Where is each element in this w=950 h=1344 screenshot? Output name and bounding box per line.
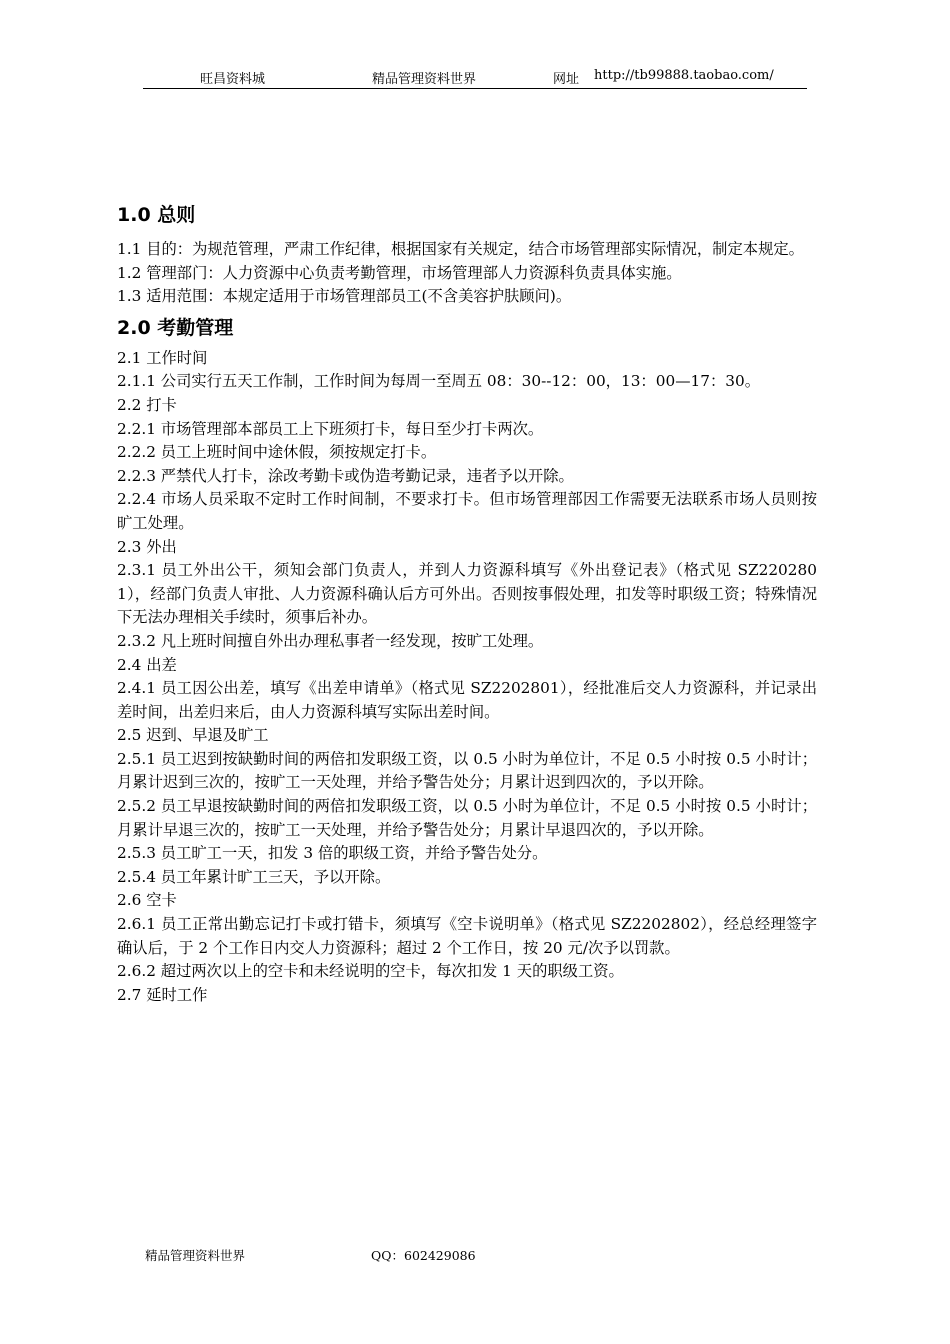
paragraph: 2.5 迟到、早退及旷工: [117, 726, 269, 745]
paragraph: 2.7 延时工作: [117, 985, 208, 1004]
footer-title: 精品管理资料世界: [145, 1248, 246, 1263]
paragraph: 2.4.1 员工因公出差，填写《出差申请单》（格式见 SZ2202801），经批准后交人力资源科，并记录出差时间，出差归来后，由人力资源科填写实际出差时间。: [117, 679, 817, 721]
paragraph: 2.3.2 凡上班时间擅自外出办理私事者一经发现，按旷工处理。: [117, 631, 544, 650]
header-url-label: 网址: [553, 72, 580, 87]
paragraph: 2.5.2 员工早退按缺勤时间的两倍扣发职级工资，以 0.5 小时为单位计，不足 0.5 小时按 0.5 小时计；月累计早退三次的，按旷工一天处理，并给予警告处分；月累计早退四次的，予以开除。: [117, 797, 817, 839]
paragraph: 2.2.2 员工上班时间中途休假，须按规定打卡。: [117, 443, 437, 462]
paragraph: 2.5.1 员工迟到按缺勤时间的两倍扣发职级工资，以 0.5 小时为单位计，不足 0.5 小时按 0.5 小时计；月累计迟到三次的，按旷工一天处理，并给予警告处分；月累计迟到四次的，予以开除。: [117, 749, 817, 792]
paragraph: 2.1 工作时间: [117, 348, 208, 367]
paragraph: 2.6.2 超过两次以上的空卡和未经说明的空卡，每次扣发 1 天的职级工资。: [117, 962, 624, 981]
paragraph: 2.2 打卡: [117, 395, 177, 414]
section-heading-attendance: 2.0 考勤管理: [117, 316, 234, 339]
paragraph: 2.3.1 员工外出公干，须知会部门负责人，并到人力资源科填写《外出登记表》（格式见 SZ2202801），经部门负责人审批、人力资源科确认后方可外出。否则按事假处理，扣发等时职级工资；特殊情况下无法办理相关手续时，须事后补办。: [117, 561, 817, 627]
paragraph: 2.1.1 公司实行五天工作制，工作时间为每周一至周五 08：30--12：00，13：00—17：30。: [117, 372, 761, 391]
document-body: [117, 200, 817, 1007]
paragraph: 2.2.4 市场人员采取不定时工作时间制，不要求打卡。但市场管理部因工作需要无法联系市场人员则按旷工处理。: [117, 490, 817, 532]
paragraph: 2.2.1 市场管理部本部员工上下班须打卡，每日至少打卡两次。: [117, 419, 544, 438]
paragraph: 2.2.3 严禁代人打卡，涂改考勤卡或伪造考勤记录，违者予以开除。: [117, 466, 574, 485]
paragraph: 2.6 空卡: [117, 891, 177, 910]
paragraph: 2.3 外出: [117, 537, 177, 556]
footer-qq: QQ：602429086: [371, 1248, 476, 1263]
paragraph: 2.5.3 员工旷工一天，扣发 3 倍的职级工资，并给予警告处分。: [117, 844, 548, 863]
header-url: http://tb99888.taobao.com/: [594, 68, 774, 83]
paragraph: 1.2 管理部门：人力资源中心负责考勤管理，市场管理部人力资源科负责具体实施。: [117, 263, 682, 282]
paragraph: 1.3 适用范围：本规定适用于市场管理部员工(不含美容护肤顾问)。: [117, 287, 572, 306]
page-header: [143, 66, 807, 89]
section-heading-general: 1.0 总则: [117, 204, 196, 226]
header-title: 精品管理资料世界: [372, 72, 477, 87]
paragraph: 2.4 出差: [117, 655, 177, 674]
paragraph: 2.5.4 员工年累计旷工三天，予以开除。: [117, 867, 391, 886]
paragraph: 1.1 目的：为规范管理，严肃工作纪律，根据国家有关规定，结合市场管理部实际情况，制定本规定。: [117, 240, 804, 258]
header-site-name: 旺昌资料城: [200, 72, 266, 87]
paragraph: 2.6.1 员工正常出勤忘记打卡或打错卡，须填写《空卡说明单》（格式见 SZ2202802），经总经理签字确认后，于 2 个工作日内交人力资源科；超过 2 个工作日，按 20 元/次予以罚款。: [117, 915, 817, 957]
